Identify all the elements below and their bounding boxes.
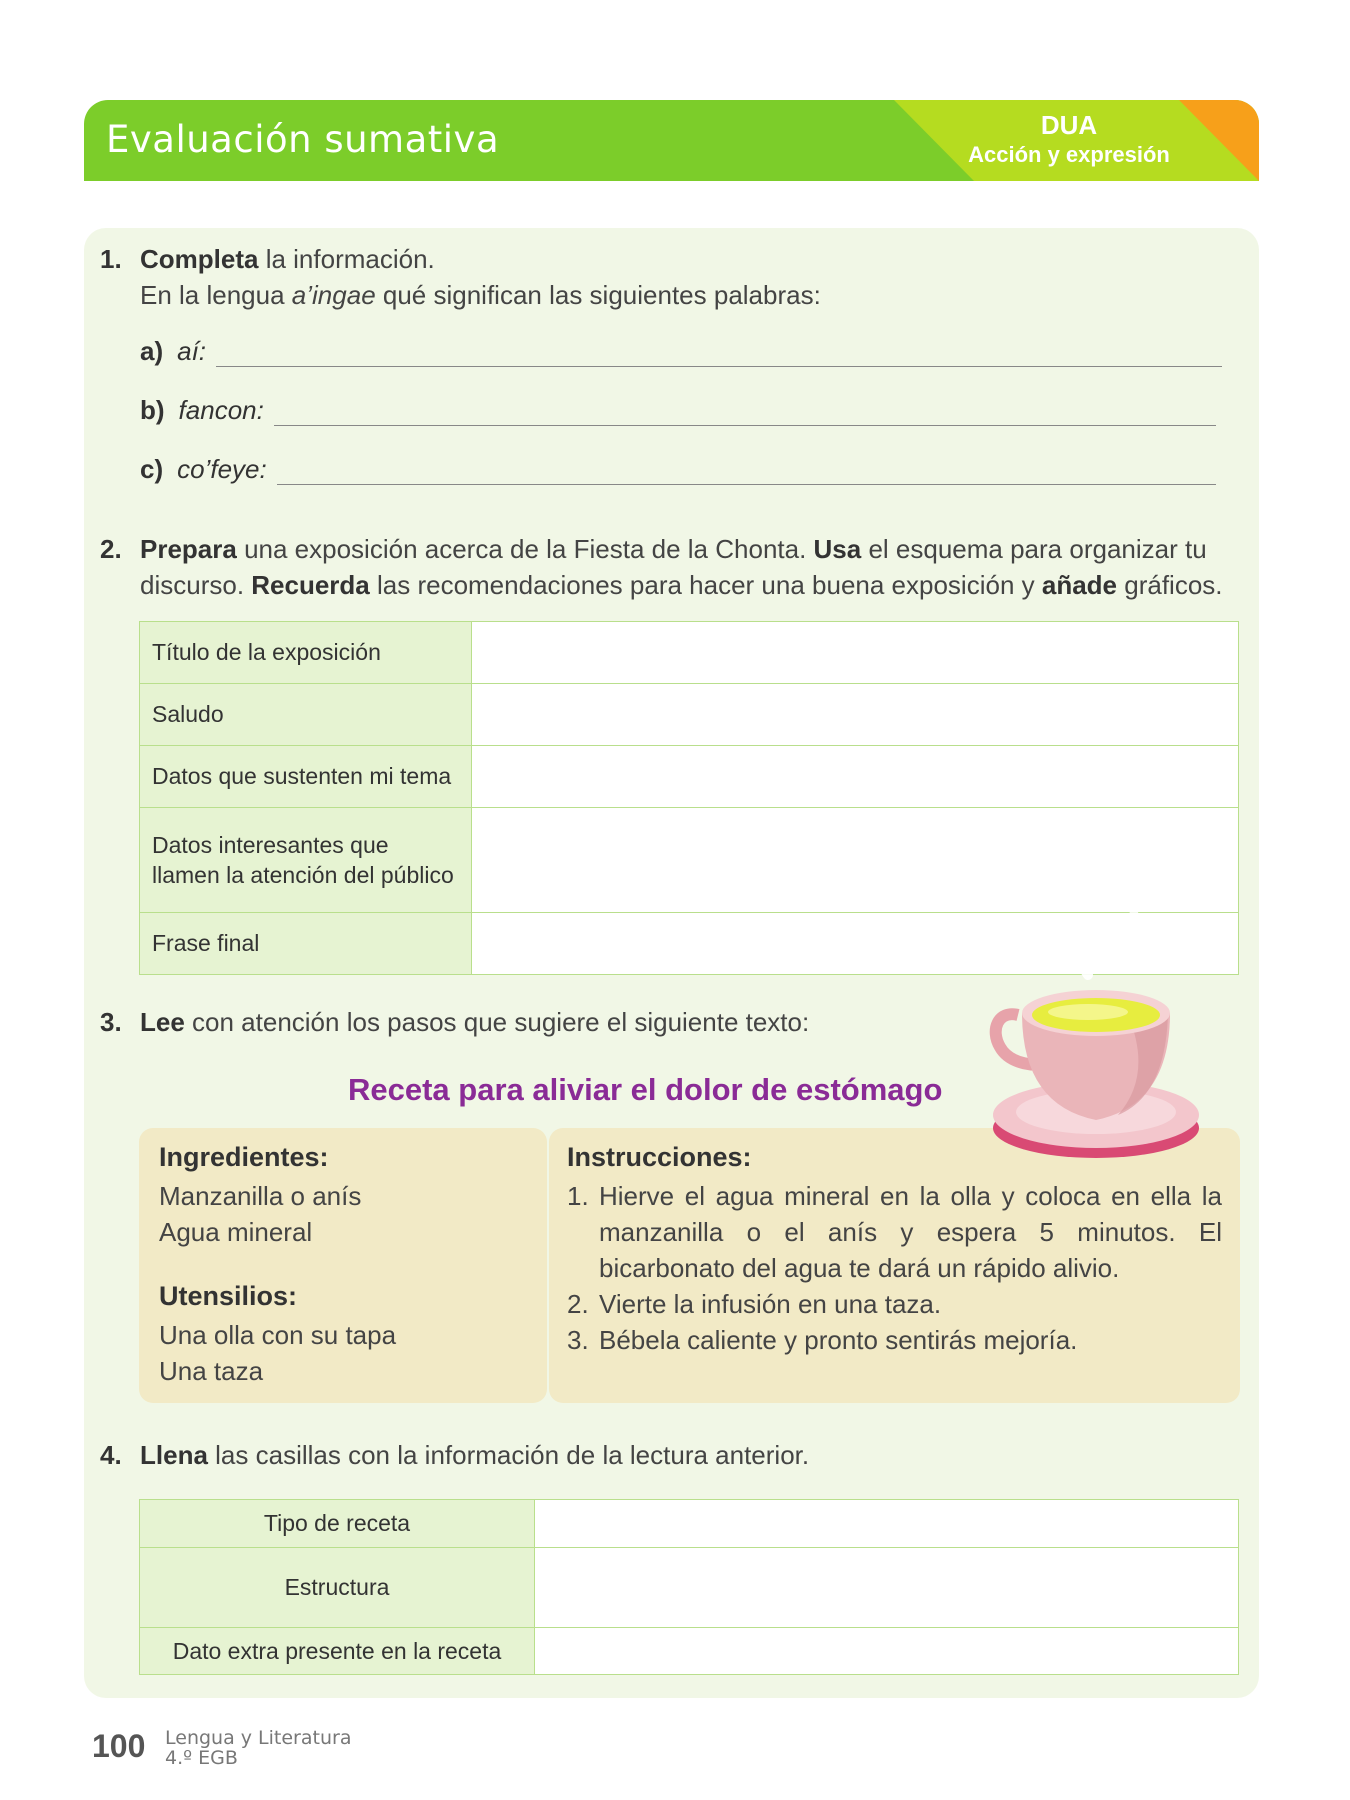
instructions-heading: Instrucciones: xyxy=(567,1142,752,1172)
utensils-heading: Utensilios: xyxy=(159,1281,298,1311)
answer-cell[interactable] xyxy=(535,1548,1239,1628)
item-word: fancon: xyxy=(178,395,264,425)
recipe-title: Receta para aliviar el dolor de estómago xyxy=(348,1072,943,1107)
language-name: a’ingae xyxy=(291,280,376,310)
ingredient-item: Agua mineral xyxy=(159,1217,313,1247)
question-1-instruction xyxy=(140,277,1240,313)
footer-subject xyxy=(165,1728,351,1768)
table-row xyxy=(140,1500,1239,1548)
question-verb: Prepara xyxy=(140,534,237,564)
write-line[interactable] xyxy=(274,400,1216,426)
answer-cell[interactable] xyxy=(472,746,1239,808)
item-label: c) xyxy=(140,454,164,484)
row-label: Datos que sustenten mi tema xyxy=(140,746,472,808)
instruction-step xyxy=(567,1178,1222,1286)
page-number: 100 xyxy=(92,1728,146,1764)
question-text: las recomendaciones para hacer una buena exposición y xyxy=(369,570,1042,600)
instruction-text: En la lengua xyxy=(140,280,292,310)
question-text: la información. xyxy=(258,244,435,274)
step-number: 2. xyxy=(567,1289,589,1319)
row-label: Estructura xyxy=(140,1548,535,1628)
ingredients-heading: Ingredientes: xyxy=(159,1142,329,1172)
table-row xyxy=(140,684,1239,746)
row-label: Dato extra presente en la receta xyxy=(140,1628,535,1675)
question-number: 3. xyxy=(100,1007,122,1037)
instruction-step xyxy=(567,1322,1222,1358)
question-text: gráficos. xyxy=(1117,570,1223,600)
answer-cell[interactable] xyxy=(472,808,1239,913)
recipe-info-table xyxy=(139,1499,1239,1675)
answer-line-c[interactable] xyxy=(140,454,1216,485)
ingredient-item: Manzanilla o anís xyxy=(159,1181,362,1211)
question-verb: añade xyxy=(1041,570,1118,600)
row-label: Tipo de receta xyxy=(140,1500,535,1548)
step-number: 1. xyxy=(567,1181,589,1211)
table-row xyxy=(140,746,1239,808)
row-label: Saludo xyxy=(140,684,472,746)
question-text: las casillas con la información de la lectura anterior. xyxy=(207,1440,810,1470)
instruction-text: qué significan las siguientes palabras: xyxy=(375,280,821,310)
teacup-illustration xyxy=(978,905,1218,1175)
item-label: a) xyxy=(140,336,164,366)
instructions-list xyxy=(567,1178,1222,1358)
section-title: Evaluación sumativa xyxy=(106,118,500,161)
question-number: 1. xyxy=(100,244,122,274)
question-3 xyxy=(100,1004,1000,1040)
dua-subtitle: Acción y expresión xyxy=(968,142,1170,167)
question-verb: Recuerda xyxy=(251,570,370,600)
answer-line-b[interactable] xyxy=(140,395,1216,426)
utensil-item: Una olla con su tapa xyxy=(159,1320,397,1350)
row-label: Datos interesantes que llamen la atención del público xyxy=(140,808,472,913)
answer-cell[interactable] xyxy=(472,684,1239,746)
write-line[interactable] xyxy=(216,341,1222,367)
question-text: con atención los pasos que sugiere el siguiente texto: xyxy=(184,1007,810,1037)
table-row xyxy=(140,1628,1239,1675)
step-number: 3. xyxy=(567,1325,589,1355)
item-label: b) xyxy=(140,395,165,425)
question-verb: Llena xyxy=(140,1440,208,1470)
answer-line-a[interactable] xyxy=(140,336,1222,367)
step-text: Bébela caliente y pronto sentirás mejoría. xyxy=(599,1325,1078,1355)
row-label: Título de la exposición xyxy=(140,622,472,684)
question-1 xyxy=(100,241,1230,277)
utensil-item: Una taza xyxy=(159,1356,264,1386)
question-verb: Lee xyxy=(140,1007,185,1037)
item-word: aí: xyxy=(177,336,207,366)
table-row xyxy=(140,622,1239,684)
question-text: el esquema para organizar tu discurso. xyxy=(140,534,1207,600)
answer-cell[interactable] xyxy=(535,1500,1239,1548)
question-verb: Usa xyxy=(813,534,862,564)
question-number: 2. xyxy=(100,534,122,564)
question-number: 4. xyxy=(100,1440,122,1470)
instruction-step xyxy=(567,1286,1222,1322)
subject-name: Lengua y Literatura xyxy=(165,1727,352,1749)
answer-cell[interactable] xyxy=(472,622,1239,684)
step-text: Vierte la infusión en una taza. xyxy=(599,1289,942,1319)
item-word: co’feye: xyxy=(177,454,267,484)
question-4 xyxy=(100,1437,1200,1473)
write-line[interactable] xyxy=(277,459,1216,485)
table-row xyxy=(140,808,1239,913)
grade-level: 4.º EGB xyxy=(165,1747,238,1769)
section-header xyxy=(84,100,1259,181)
table-row xyxy=(140,1548,1239,1628)
row-label: Frase final xyxy=(140,913,472,975)
question-text: una exposición acerca de la Fiesta de la Chonta. xyxy=(236,534,814,564)
question-verb: Completa xyxy=(140,244,259,274)
question-2 xyxy=(100,531,1245,603)
dua-label: DUA xyxy=(1040,110,1098,140)
answer-cell[interactable] xyxy=(535,1628,1239,1675)
step-text: Hierve el agua mineral en la olla y coloca en ella la manzanilla o el anís y espera 5 minutos. El bicarbonato del agua te dará un rápido alivio. xyxy=(599,1181,1222,1283)
